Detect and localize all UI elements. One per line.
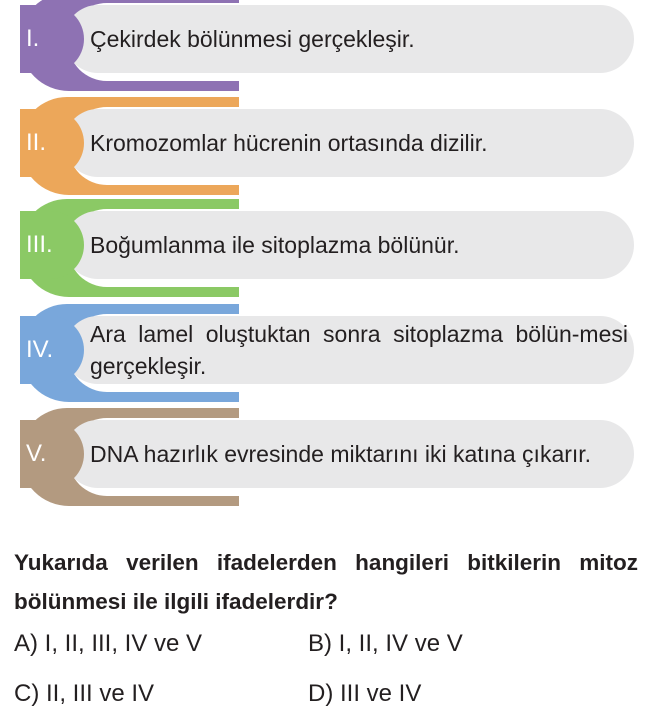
statement-item-2 bbox=[0, 97, 646, 195]
item-2-numeral-tab: II. bbox=[20, 109, 84, 177]
item-1-numeral-tab: I. bbox=[20, 5, 84, 73]
statement-item-5 bbox=[0, 408, 646, 506]
item-5-text: DNA hazırlık evresinde miktarını iki katına çıkarır. bbox=[90, 441, 592, 467]
item-3-text: Boğumlanma ile sitoplazma bölünür. bbox=[90, 232, 460, 258]
question-text: Yukarıda verilen ifadelerden hangileri bitkilerin mitoz bölünmesi ile ilgili ifadelerdir? bbox=[14, 550, 638, 614]
item-1-text: Çekirdek bölünmesi gerçekleşir. bbox=[90, 26, 415, 52]
statement-item-3 bbox=[0, 199, 646, 297]
item-5-numeral-tab: V. bbox=[20, 420, 84, 488]
option-c[interactable]: C) II, III ve IV bbox=[14, 680, 155, 707]
item-4-numeral-tab: IV. bbox=[20, 316, 84, 384]
statement-item-4 bbox=[0, 304, 646, 402]
item-3-numeral-tab: III. bbox=[20, 211, 84, 279]
statement-item-1 bbox=[0, 0, 646, 91]
option-a[interactable]: A) I, II, III, IV ve V bbox=[14, 630, 203, 657]
item-2-text: Kromozomlar hücrenin ortasında dizilir. bbox=[90, 130, 488, 156]
item-4-text: Ara lamel oluştuktan sonra sitoplazma bölün-mesi gerçekleşir. bbox=[90, 321, 628, 379]
option-b[interactable]: B) I, II, IV ve V bbox=[308, 630, 463, 657]
option-d[interactable]: D) III ve IV bbox=[308, 680, 422, 707]
